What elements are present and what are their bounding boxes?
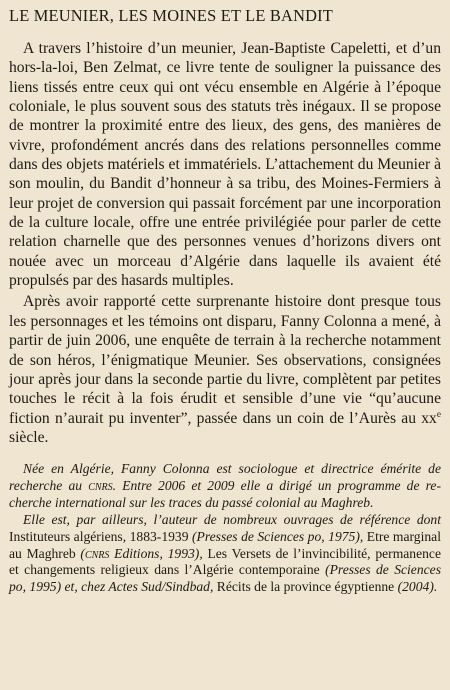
author-bio (9, 461, 441, 596)
author-bio-paragraph-1 (9, 461, 441, 511)
bio-2-title-2: Etre marginal au Maghreb (9, 529, 441, 561)
bio-2-publisher-3: (Presses de Sciences po, 1995) et, chez Actes Sud/Sindbad, (9, 562, 441, 595)
bio-1-text-b: . Entre 2006 et 2009 elle a dirigé un programme de recherche international sur les traces du passé colonial au Maghreb. (9, 477, 441, 510)
bio-1-cnrs: cnrs (88, 477, 113, 493)
summary-paragraph-2-end: siècle. (9, 428, 49, 446)
bio-2-publisher-1: (Presses de Sciences po, 1975), (192, 529, 364, 545)
summary-paragraph-2 (9, 292, 441, 447)
bio-2-publisher-2-close: Editions, 1993), (109, 545, 203, 561)
bio-2-title-3: Les Versets de l’invincibilité, permanence et changements religieux dans l’Algérie contemporaine (9, 545, 441, 578)
book-title: LE MEUNIER, LES MOINES ET LE BANDIT (9, 6, 334, 25)
bio-2-year: (2004). (397, 579, 438, 595)
summary-paragraph-2-text: Après avoir rapporté cette surprenante histoire dont presque tous les personnages et les témoins ont disparu, Fanny Colonna a mené, à partir de juin 2006, une enquête de terrain à la recherche notamment de son héros, l’énigmatique Meunier. Ses observations, consignées jour après jour dans la seconde partie du livre, complètent par petites touches le récit à la fois érudit et sensible d’une vie “qu’aucune fiction n’aurait pu inventer”, passée dans un coin de l’Aurès au xx (9, 293, 441, 427)
summary-paragraph-1: A travers l’histoire d’un meunier, Jean-Baptiste Capeletti, et d’un hors-la-loi, Ben Zelmat, ce livre tente de souligner la puissance des liens tissés entre ceux qui ont vécu ensemble en Algérie à l’époque coloniale, le plus souvent sous des statuts très inégaux. Il se propose de montrer la proximité entre des lieux, des gens, des manières de vivre, profondément ancrés dans des relations personnelles comme dans des objets matériels et immatériels. L’attachement du Meunier à son moulin, du Bandit d’honneur à sa tribu, des Moines-Fermiers à leur projet de conversion qui passait forcément par une incorporation de la culture locale, offre une entrée privilégiée pour parler de cette relation charnelle que des personnes venues d’horizons divers ont nouée avec un morceau d’Algérie dans laquelle ils avaient été propulsés par des hasards multiples. (9, 40, 441, 290)
bio-2-publisher-2-open: ( (80, 545, 85, 561)
century-superscript: e (436, 409, 441, 420)
author-bio-paragraph-2 (9, 512, 441, 596)
bio-2-publisher-2-cnrs: cnrs (84, 545, 110, 561)
bio-2-intro: Elle est, par ailleurs, l’auteur de nombreux ouvrages de référence dont (23, 512, 441, 528)
summary-text (9, 39, 441, 447)
bio-2-title-4: Récits de la province égyptienne (213, 579, 398, 595)
bio-1-text-a: Née en Algérie, Fanny Colonna est sociologue et directrice émérite de recherche au (9, 461, 441, 493)
bio-2-title-1: Instituteurs algériens, 1883-1939 (9, 529, 193, 545)
